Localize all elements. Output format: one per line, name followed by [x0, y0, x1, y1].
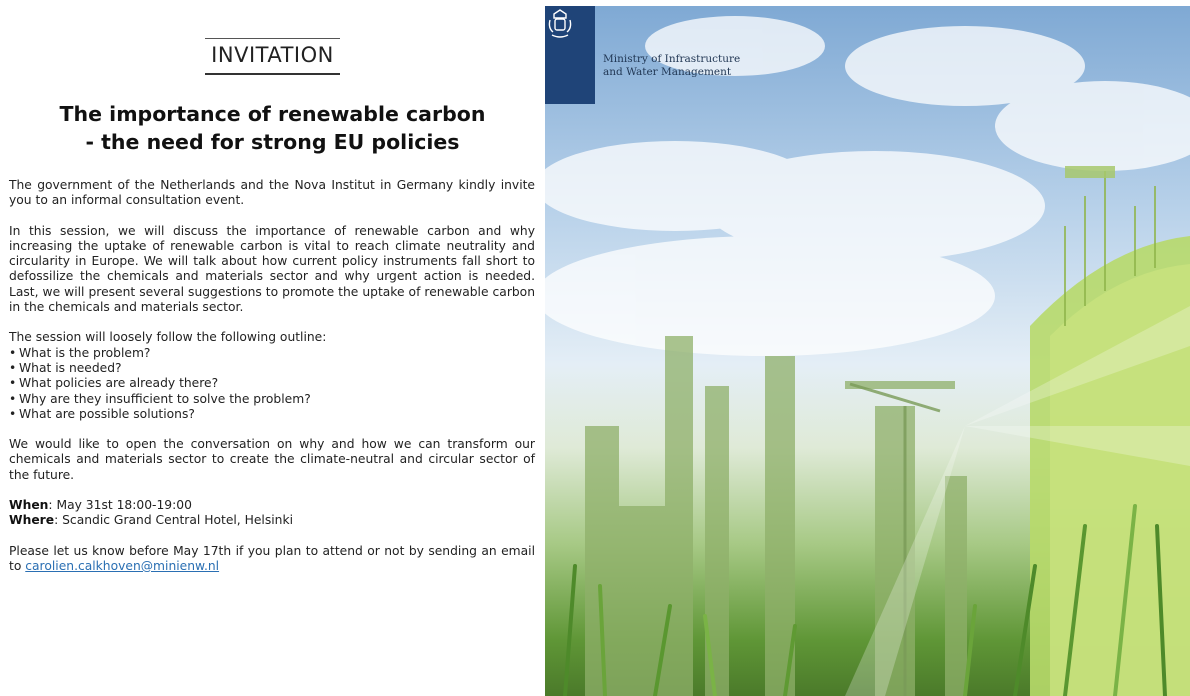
list-item: • What are possible solutions? [9, 407, 535, 422]
session-paragraph: In this session, we will discuss the importance of renewable carbon and why increasing the uptake of renewable carbon is vital to reach climate neutrality and circularity in Europe. We will talk about how current policy instruments fall short to defossilize the chemicals and materials sector and why urgent action is needed. Last, we will present several suggestions to promote the uptake of renewable carbon in the chemicals and materials sector. [9, 223, 535, 315]
where-label: Where [9, 513, 55, 528]
ministry-name [603, 53, 740, 79]
towers [585, 336, 967, 696]
headline-line1: The importance of renewable carbon [59, 102, 486, 126]
ministry-line1: Ministry of Infrastructure [603, 53, 741, 65]
conversation-paragraph: We would like to open the conversation on why and how we can transform our chemicals and materials sector to create the climate-neutral and circular sector of the future. [9, 437, 535, 482]
ministry-line2: and Water Management [603, 66, 732, 78]
list-item: • Why are they insufficient to solve the problem? [9, 392, 535, 407]
rsvp-paragraph [9, 544, 535, 575]
ministry-logo [545, 6, 595, 104]
industrial-landscape-illustration [545, 6, 1190, 696]
outline-intro: The session will loosely follow the following outline: [9, 330, 327, 345]
list-item: • What is the problem? [9, 346, 535, 361]
event-details [9, 498, 535, 529]
invitation-body [9, 178, 535, 574]
when-line [9, 498, 535, 513]
hero-image [545, 6, 1190, 696]
invitation-panel [0, 0, 545, 696]
headline-line2: - the need for strong EU policies [85, 130, 460, 154]
dutch-coat-of-arms-icon [545, 6, 575, 40]
intro-paragraph: The government of the Netherlands and the Nova Institut in Germany kindly invite you to an informal consultation event. [9, 178, 535, 208]
list-item: • What is needed? [9, 361, 535, 376]
when-value: : May 31st 18:00-19:00 [48, 498, 192, 513]
email-link[interactable]: carolien.calkhoven@minienw.nl [25, 558, 220, 573]
page-title [0, 100, 545, 156]
outline-list [9, 346, 535, 422]
where-line [9, 513, 535, 528]
where-value: : Scandic Grand Central Hotel, Helsinki [54, 513, 294, 528]
list-item: • What policies are already there? [9, 376, 535, 391]
when-label: When [9, 498, 49, 513]
invitation-label: INVITATION [205, 38, 340, 75]
rsvp-text: Please let us know before May 17th if you plan to attend or not by sending an email to [9, 543, 535, 573]
